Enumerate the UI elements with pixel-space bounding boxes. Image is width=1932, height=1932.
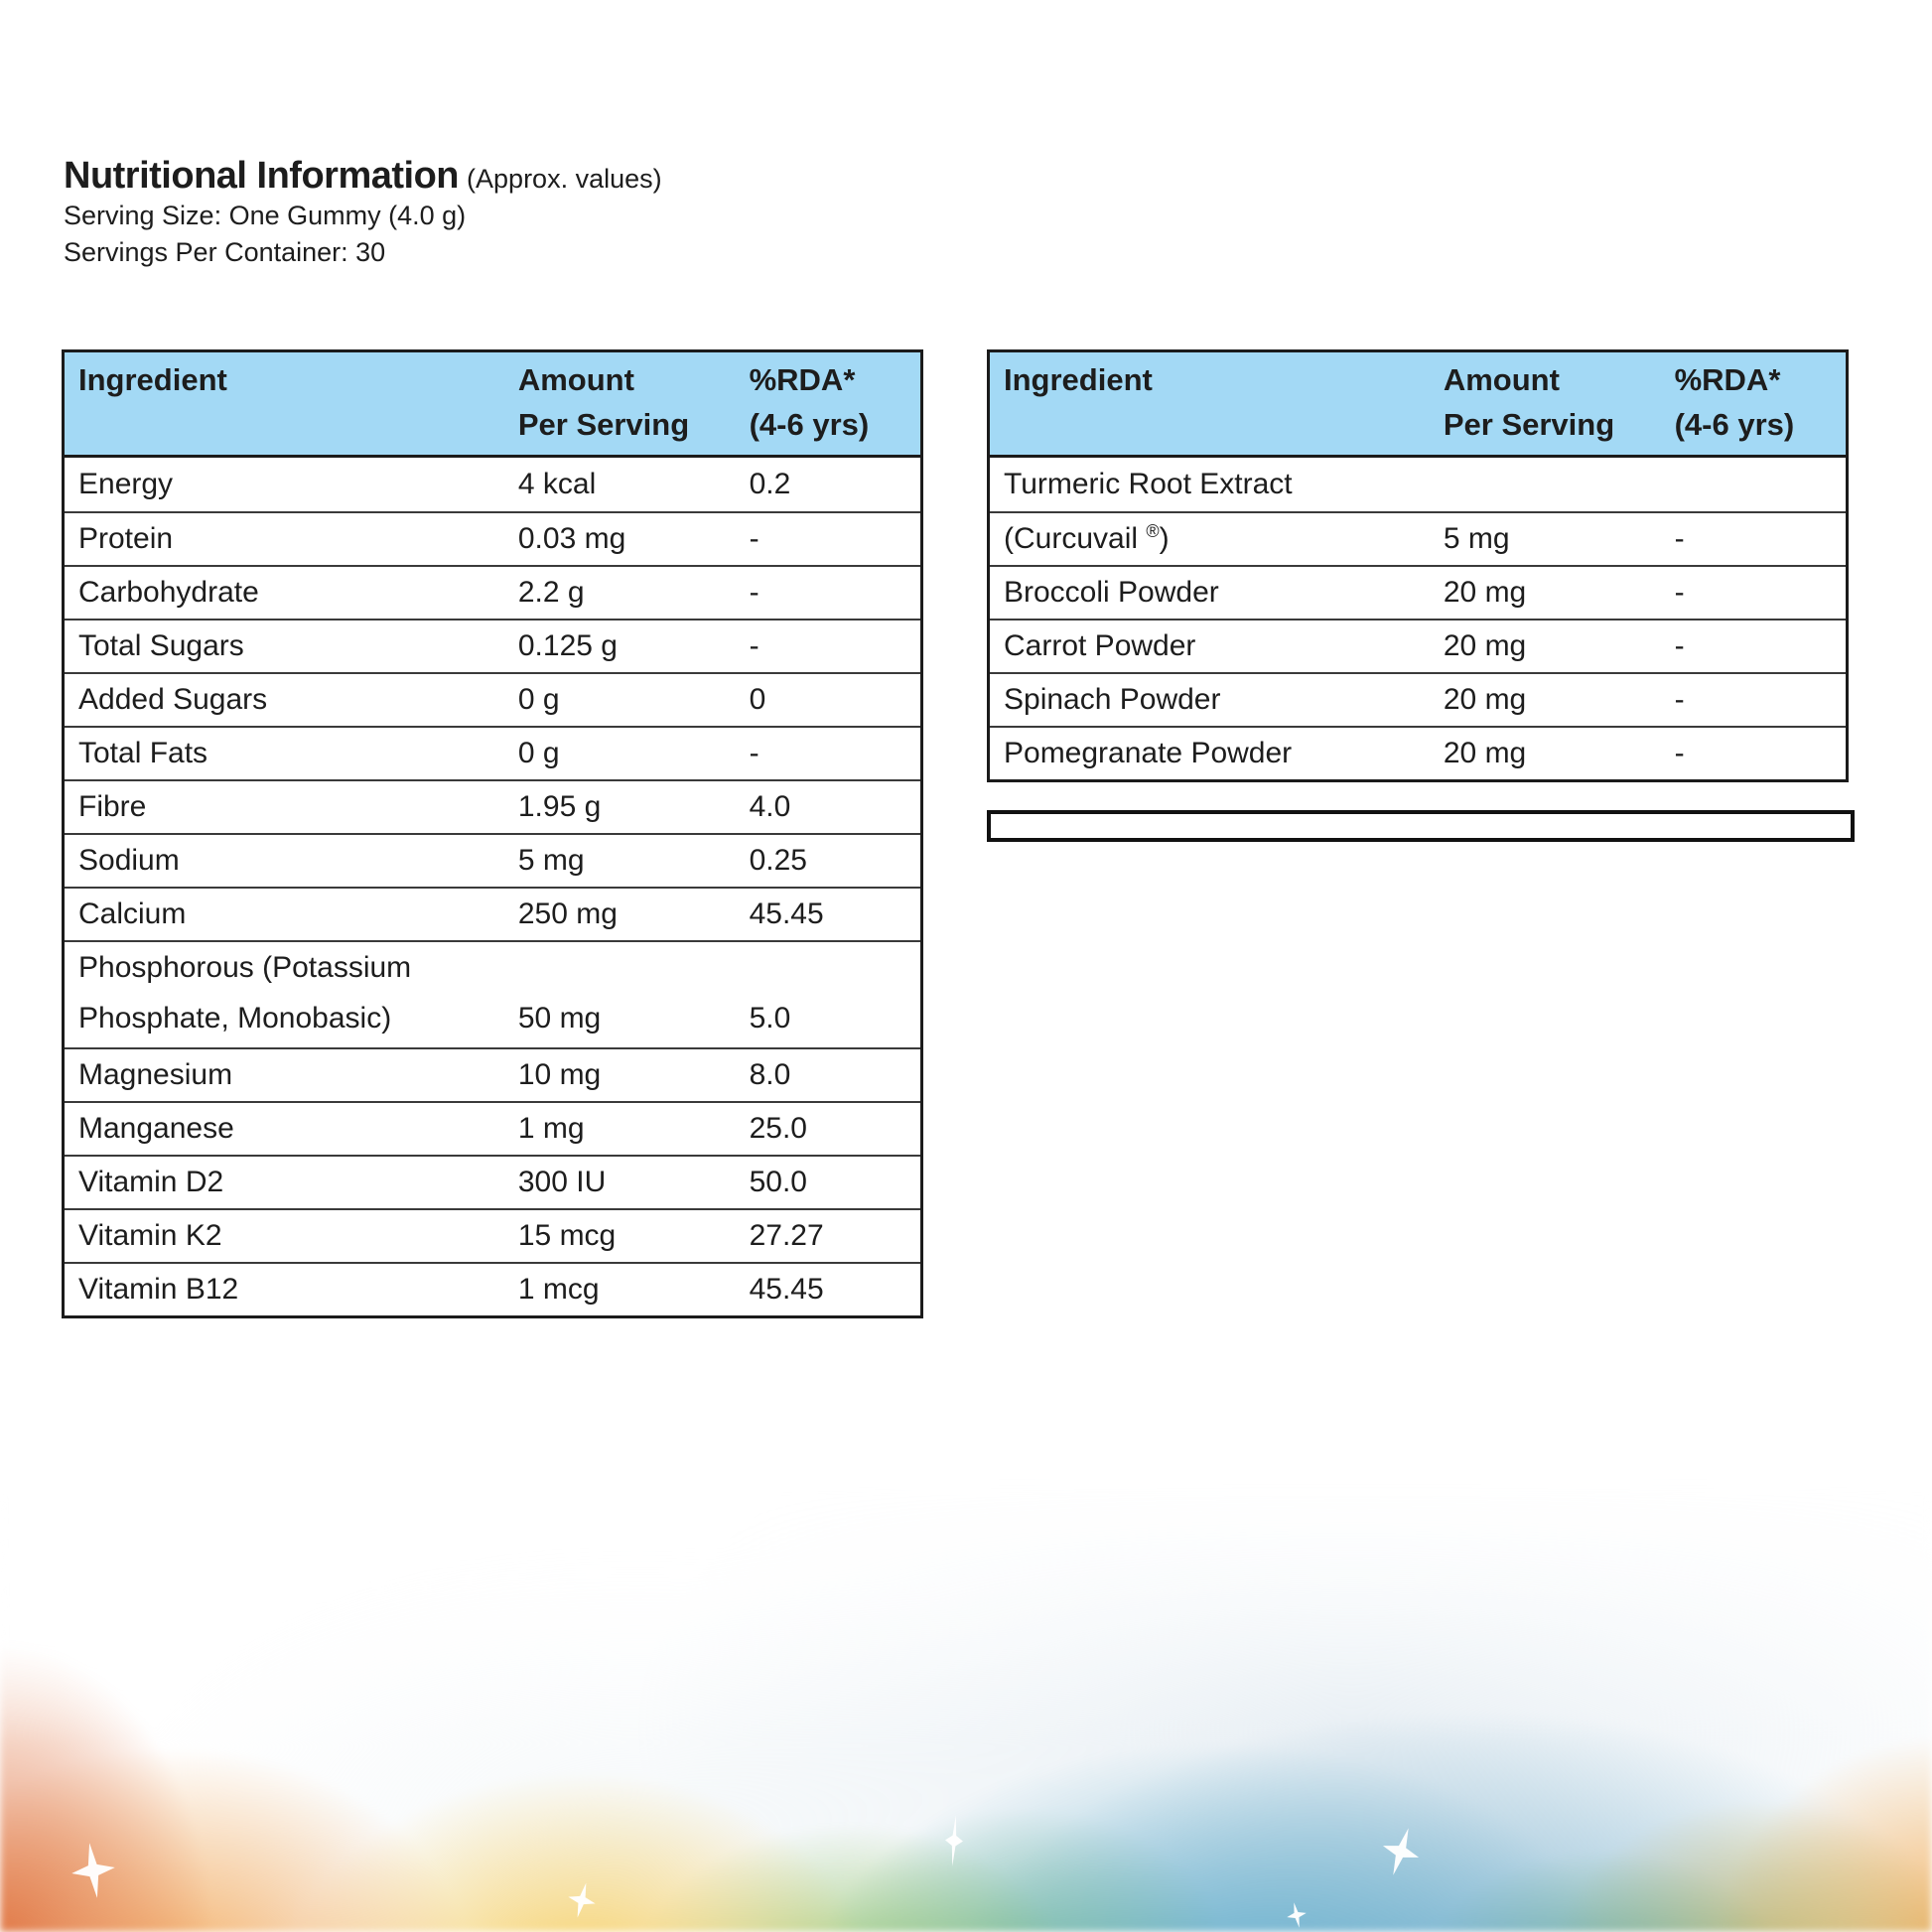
table-row xyxy=(65,1101,920,1155)
amount-cell: 20 mg xyxy=(1443,629,1527,662)
rda-cell: 45.45 xyxy=(749,897,824,930)
ingredient-cell: Vitamin B12 xyxy=(78,1273,239,1306)
header-ingredient: Ingredient xyxy=(1004,362,1153,397)
ingredient-cell: Calcium xyxy=(78,897,187,930)
ingredient-cell: Carbohydrate xyxy=(78,576,259,609)
ingredient-cell: Magnesium xyxy=(78,1058,233,1091)
table-header xyxy=(65,352,920,458)
table-row xyxy=(65,1047,920,1101)
table-row xyxy=(990,672,1846,726)
left-table-body xyxy=(65,458,920,1315)
ingredient-cell: Spinach Powder xyxy=(1004,683,1221,716)
ingredient-cell: Total Sugars xyxy=(78,629,244,662)
ingredient-cell: Pomegranate Powder xyxy=(1004,737,1293,769)
amount-cell: 5 mg xyxy=(1443,522,1510,555)
amount-cell: 1 mcg xyxy=(517,1273,600,1306)
right-table-body xyxy=(990,458,1846,779)
amount-cell: 15 mcg xyxy=(517,1219,617,1252)
amount-cell: 250 mg xyxy=(517,897,618,930)
rda-cell: - xyxy=(749,737,759,769)
page-title: Nutritional Information xyxy=(64,155,460,197)
table-row xyxy=(65,887,920,940)
ingredient-cell: Turmeric Root Extract xyxy=(1004,468,1293,500)
amount-cell: 0 g xyxy=(517,737,560,769)
rda-cell: - xyxy=(1674,629,1685,662)
ingredient-cell: Phosphorous (Potassium Phosphate, Monobasic) xyxy=(78,951,412,1035)
header-amount: Amount Per Serving xyxy=(517,362,690,442)
title-block xyxy=(64,155,662,271)
page-title-suffix: (Approx. values) xyxy=(467,164,662,194)
amount-cell: 50 mg xyxy=(517,1002,602,1035)
ingredient-cell: Sodium xyxy=(78,844,180,877)
ingredient-cell: Protein xyxy=(78,522,174,555)
table-row xyxy=(65,619,920,672)
rda-cell: 25.0 xyxy=(749,1112,807,1145)
ingredient-cell: Vitamin D2 xyxy=(78,1166,224,1198)
table-row xyxy=(65,565,920,619)
table-row xyxy=(65,833,920,887)
table-row xyxy=(990,458,1846,511)
table-row xyxy=(65,940,920,1047)
amount-cell: 0 g xyxy=(517,683,560,716)
rda-cell: 27.27 xyxy=(749,1219,824,1252)
title-row xyxy=(64,155,662,198)
ingredient-cell: Manganese xyxy=(78,1112,234,1145)
ingredient-cell: (Curcuvail ®) xyxy=(1004,521,1170,555)
header-rda: %RDA* (4-6 yrs) xyxy=(1674,362,1795,442)
table-row xyxy=(990,511,1846,565)
servings-per-container-text: Servings Per Container: 30 xyxy=(64,237,386,267)
amount-cell: 10 mg xyxy=(517,1058,602,1091)
header-amount: Amount Per Serving xyxy=(1443,362,1615,442)
ingredient-cell: Broccoli Powder xyxy=(1004,576,1219,609)
amount-cell: 2.2 g xyxy=(517,576,585,609)
table-row xyxy=(65,1155,920,1208)
rda-cell: - xyxy=(1674,683,1685,716)
rda-cell: - xyxy=(1674,522,1685,555)
header-rda: %RDA* (4-6 yrs) xyxy=(749,362,870,442)
rda-cell: - xyxy=(749,576,759,609)
table-header xyxy=(990,352,1846,458)
table-row xyxy=(65,672,920,726)
table-row xyxy=(990,619,1846,672)
amount-cell: 4 kcal xyxy=(517,468,597,500)
header-ingredient: Ingredient xyxy=(78,362,227,397)
ingredient-cell: Total Fats xyxy=(78,737,208,769)
rda-cell: 0.25 xyxy=(749,844,807,877)
rda-cell: 50.0 xyxy=(749,1166,807,1198)
table-row xyxy=(990,565,1846,619)
nutrition-table-left xyxy=(62,349,923,1318)
amount-cell: 20 mg xyxy=(1443,737,1527,769)
rda-footnote-box xyxy=(987,810,1855,842)
rda-cell: - xyxy=(749,629,759,662)
amount-cell: 0.125 g xyxy=(517,629,618,662)
rda-cell: 45.45 xyxy=(749,1273,824,1306)
amount-cell: 0.03 mg xyxy=(517,522,626,555)
amount-cell: 20 mg xyxy=(1443,683,1527,716)
watercolor-background xyxy=(0,1485,1932,1932)
table-row xyxy=(65,1208,920,1262)
table-row xyxy=(65,779,920,833)
amount-cell: 1 mg xyxy=(517,1112,585,1145)
table-row xyxy=(65,1262,920,1315)
ingredient-cell: Carrot Powder xyxy=(1004,629,1196,662)
ingredient-cell: Vitamin K2 xyxy=(78,1219,222,1252)
ingredient-cell: Fibre xyxy=(78,790,147,823)
amount-cell: 20 mg xyxy=(1443,576,1527,609)
table-row xyxy=(65,511,920,565)
ingredient-cell: Energy xyxy=(78,468,174,500)
amount-cell: 300 IU xyxy=(517,1166,607,1198)
rda-cell: - xyxy=(1674,737,1685,769)
table-row xyxy=(65,726,920,779)
table-row xyxy=(65,458,920,511)
rda-cell: - xyxy=(749,522,759,555)
serving-size-text: Serving Size: One Gummy (4.0 g) xyxy=(64,201,467,230)
rda-cell: 0 xyxy=(749,683,766,716)
rda-cell: 4.0 xyxy=(749,790,791,823)
rda-cell: - xyxy=(1674,576,1685,609)
ingredient-cell: Added Sugars xyxy=(78,683,268,716)
nutrition-table-right xyxy=(987,349,1849,782)
amount-cell: 5 mg xyxy=(517,844,585,877)
rda-cell: 0.2 xyxy=(749,468,791,500)
table-row xyxy=(990,726,1846,779)
amount-cell: 1.95 g xyxy=(517,790,602,823)
rda-cell: 8.0 xyxy=(749,1058,791,1091)
rda-cell: 5.0 xyxy=(749,1002,791,1035)
